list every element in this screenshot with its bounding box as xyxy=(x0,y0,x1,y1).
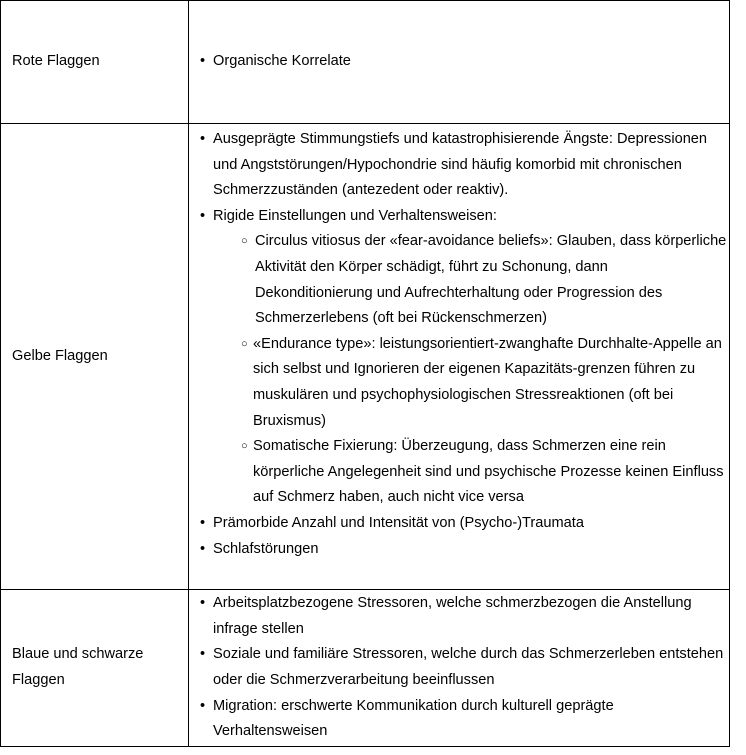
table-row-yellow-flags xyxy=(1,124,730,590)
sub-list-item: ○ «Endurance type»: leistungsorientiert-zwanghafte Durchhalte-Appelle an sich selbst und Ignorieren der eigenen Kapazitäts-grenzen führen zu muskulären und psychophysiologischen Stressreaktionen (oft bei Bruxismus) xyxy=(189,332,729,434)
list-item xyxy=(189,204,729,511)
list-item: • Arbeitsplatzbezogene Stressoren, welche schmerzbezogen die Anstellung infrage stellen xyxy=(189,591,729,642)
list-item: • Organische Korrelate xyxy=(189,49,729,75)
list-item: • Ausgeprägte Stimmungstiefs und katastrophisierende Ängste: Depressionen und Angststörungen/Hypochondrie sind häufig komorbid mit chronischen Schmerzzuständen (antezedent oder reaktiv). xyxy=(189,127,729,204)
row-label-blue-black-flags: Blaue und schwarze Flaggen xyxy=(1,590,189,747)
sub-list-item: ○ Circulus vitiosus der «fear-avoidance beliefs»: Glauben, dass körperliche Aktivität den Körper schädigt, führt zu Schonung, dann Dekonditionierung und Aufrechterhaltung oder Progression des Schmerzerlebens (oft bei Rückenschmerzen) xyxy=(189,229,729,331)
bullet-list xyxy=(189,591,729,745)
list-item: • Migration: erschwerte Kommunikation durch kulturell geprägte Verhaltensweisen xyxy=(189,694,729,745)
bullet-list xyxy=(189,127,729,562)
bullet-list xyxy=(189,49,729,75)
sub-list-item: ○ Somatische Fixierung: Überzeugung, dass Schmerzen eine rein körperliche Angelegenheit sind und psychische Prozesse keinen Einfluss auf Schmerz haben, auch nicht vice versa xyxy=(189,434,729,511)
table-row-blue-black-flags xyxy=(1,590,730,747)
list-item: • Soziale und familiäre Stressoren, welche durch das Schmerzerleben entstehen oder die Schmerzverarbeitung beeinflussen xyxy=(189,642,729,693)
list-item: • Prämorbide Anzahl und Intensität von (Psycho-)Traumata xyxy=(189,511,729,537)
sub-list xyxy=(189,229,729,511)
list-item-text: Rigide Einstellungen und Verhaltensweisen: xyxy=(213,207,497,224)
row-content-yellow-flags xyxy=(189,124,730,590)
row-content-red-flags xyxy=(189,1,730,124)
list-item: • Schlafstörungen xyxy=(189,537,729,563)
row-label-red-flags: Rote Flaggen xyxy=(1,1,189,124)
table-row-red-flags xyxy=(1,1,730,124)
row-label-yellow-flags: Gelbe Flaggen xyxy=(1,124,189,590)
row-content-blue-black-flags xyxy=(189,590,730,747)
